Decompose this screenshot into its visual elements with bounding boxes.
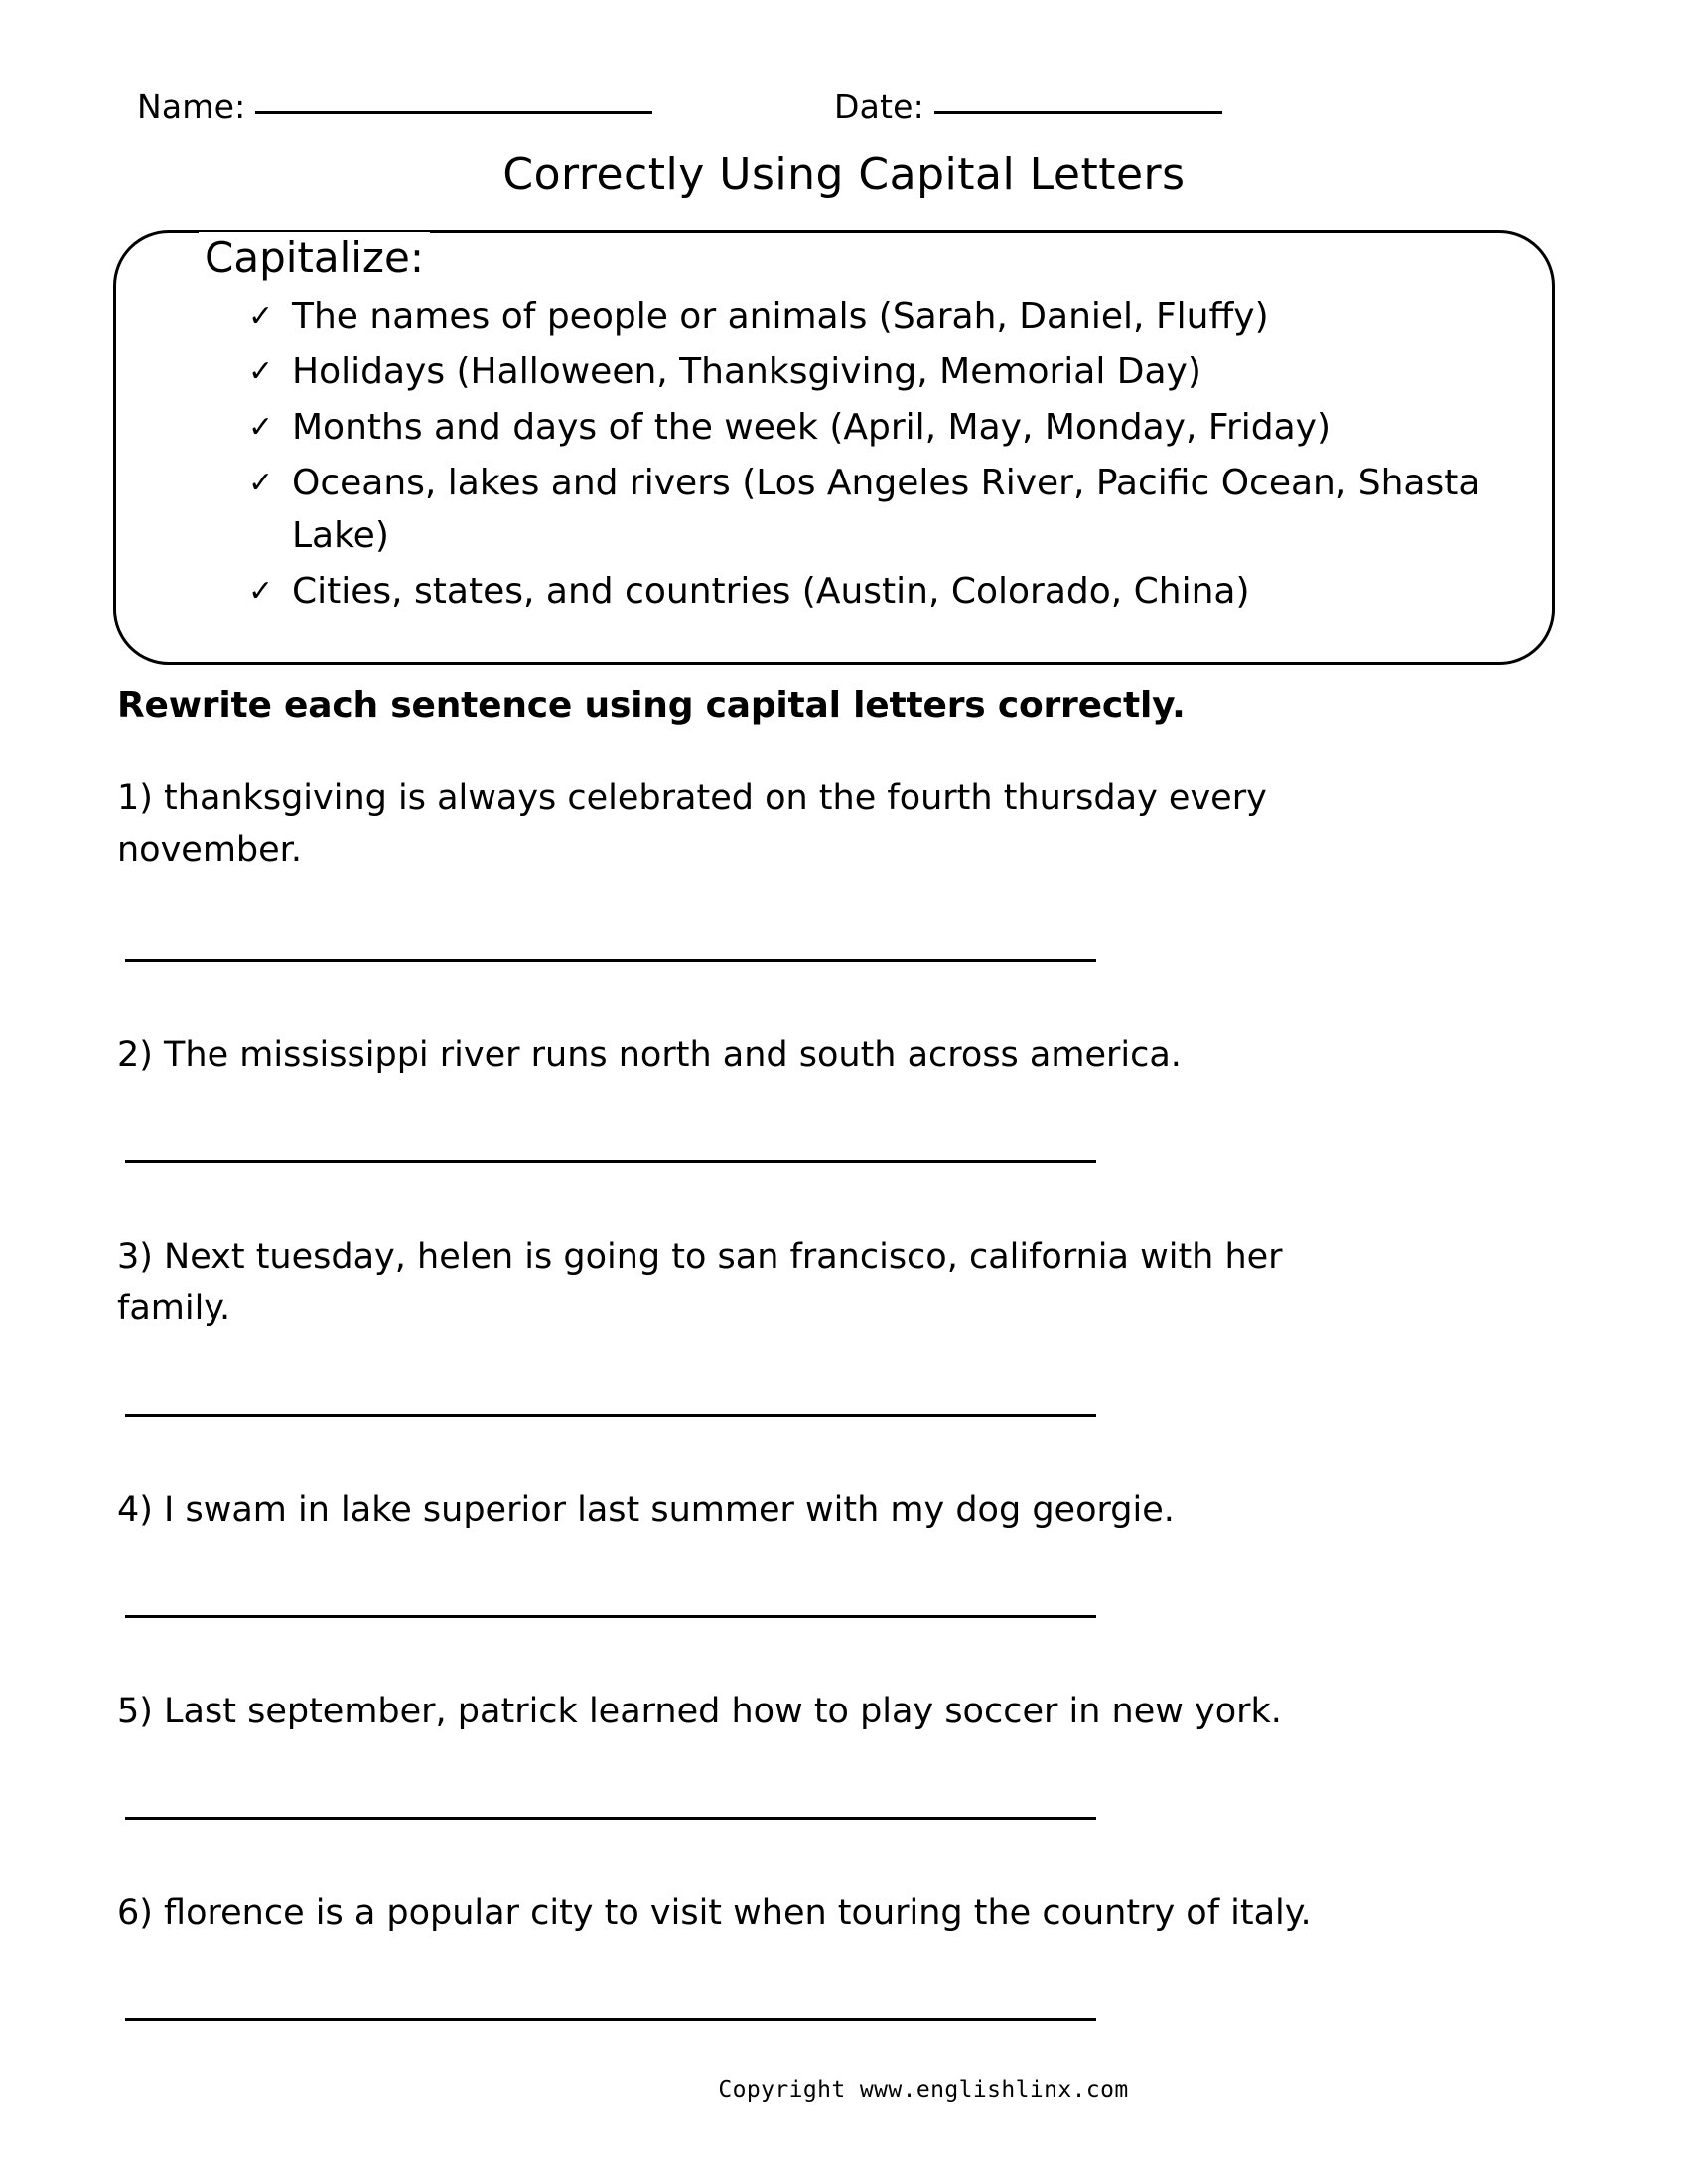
date-write-line[interactable] [934, 111, 1222, 114]
rule-text: Oceans, lakes and rivers (Los Angeles River, Pacific Ocean, Shasta Lake) [292, 463, 1480, 556]
spacer [117, 1163, 1537, 1225]
question-text: 5) Last september, patrick learned how to play soccer in new york. [117, 1692, 1282, 1731]
question-item-3 [117, 1231, 1537, 1478]
capitalize-rules-list [248, 290, 1529, 620]
spacer [117, 1417, 1537, 1478]
rule-text: Cities, states, and countries (Austin, Colorado, China) [292, 571, 1250, 612]
spacer [117, 1737, 1537, 1817]
spacer [117, 1081, 1537, 1160]
check-icon: ✓ [248, 410, 274, 445]
name-field-group [137, 87, 652, 126]
worksheet-sheet [99, 0, 1589, 2184]
question-text: 6) florence is a popular city to visit when touring the country of italy. [117, 1893, 1312, 1933]
check-icon: ✓ [248, 354, 274, 389]
question-item-6 [117, 1887, 1537, 2021]
instruction-text: Rewrite each sentence using capital letters correctly. [117, 685, 1186, 726]
question-item-4 [117, 1484, 1537, 1680]
list-item [248, 565, 1529, 617]
question-text: 3) Next tuesday, helen is going to san francisco, california with her family. [117, 1237, 1283, 1328]
copyright-footer: Copyright www.englishlinx.com [718, 2077, 1129, 2103]
check-icon: ✓ [248, 574, 274, 609]
page-title: Correctly Using Capital Letters [502, 149, 1186, 200]
date-label: Date: [834, 87, 924, 126]
rule-text: The names of people or animals (Sarah, Daniel, Fluffy) [292, 296, 1269, 337]
name-label: Name: [137, 87, 246, 126]
spacer [117, 876, 1537, 959]
question-item-1 [117, 772, 1537, 1024]
list-item [248, 401, 1529, 454]
question-text: 1) thanksgiving is always celebrated on the fourth thursday every november. [117, 778, 1267, 870]
capitalize-heading: Capitalize: [199, 232, 430, 284]
name-write-line[interactable] [255, 111, 652, 114]
question-text: 4) I swam in lake superior last summer with my dog georgie. [117, 1490, 1175, 1530]
questions-list [117, 772, 1537, 2027]
spacer [117, 1939, 1537, 2018]
question-text: 2) The mississippi river runs north and south across america. [117, 1035, 1182, 1075]
rule-text: Months and days of the week (April, May, Monday, Friday) [292, 407, 1332, 448]
list-item [248, 345, 1529, 398]
question-item-5 [117, 1686, 1537, 1881]
spacer [117, 962, 1537, 1024]
spacer [117, 1536, 1537, 1615]
list-item [248, 290, 1529, 342]
question-item-2 [117, 1029, 1537, 1225]
header-fields [119, 87, 1529, 137]
answer-line[interactable] [125, 2018, 1096, 2021]
spacer [117, 1334, 1537, 1414]
spacer [117, 1618, 1537, 1680]
rule-text: Holidays (Halloween, Thanksgiving, Memorial Day) [292, 351, 1201, 392]
date-field-group [834, 87, 1222, 126]
check-icon: ✓ [248, 299, 274, 334]
check-icon: ✓ [248, 466, 274, 500]
list-item [248, 457, 1529, 562]
spacer [117, 1820, 1537, 1881]
